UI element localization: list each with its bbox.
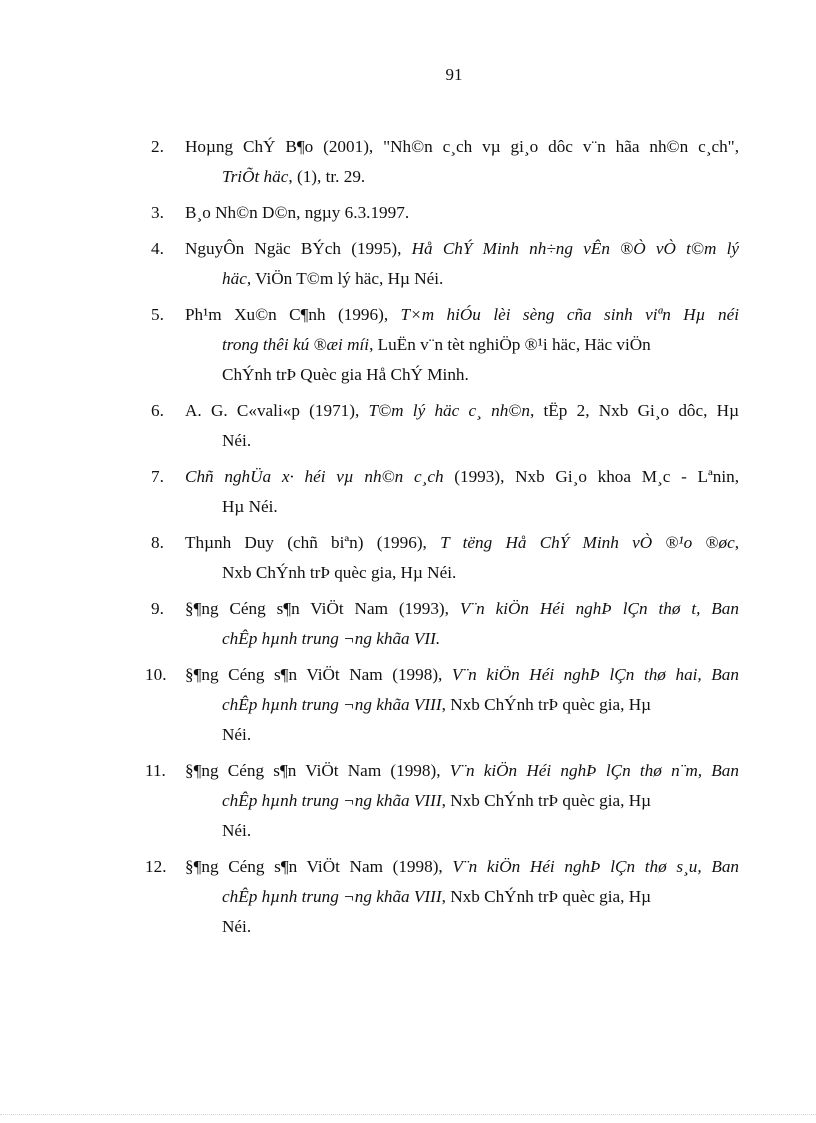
reference-title-text: chÊp hµnh trung ¬ng khãa VIII (222, 791, 442, 810)
reference-title-text: V¨n kiÖn Héi nghÞ lÇn thø t, Ban (459, 599, 739, 618)
reference-title-text: T×m hiÓu lèi sèng cña sinh viªn Hµ néi (400, 305, 739, 324)
reference-title-text: T tëng Hå ChÝ Minh vÒ ®¹o ®øc (440, 533, 735, 552)
reference-text: §¶ng Céng s¶n ViÖt Nam (1998), (185, 665, 452, 684)
reference-text: , (1), tr. 29. (288, 167, 366, 186)
reference-list (145, 132, 740, 948)
reference-item (151, 396, 739, 456)
reference-text: ChÝnh trÞ Quèc gia Hå ChÝ Minh. (222, 365, 469, 384)
reference-number: 11. (145, 761, 166, 780)
reference-title-text: T©m lý häc c¸ nh©n (368, 401, 530, 420)
reference-continuation (185, 624, 739, 654)
reference-title-text: V¨n kiÖn Héi nghÞ lÇn thø s¸u, Ban (452, 857, 740, 876)
reference-text: Hµ Néi. (222, 497, 278, 516)
page-bottom-divider (0, 1114, 816, 1115)
reference-title-text: chÊp hµnh trung ¬ng khãa VIII (222, 887, 442, 906)
reference-text: Nxb ChÝnh trÞ quèc gia, Hµ Néi. (222, 563, 457, 582)
reference-text: §¶ng Céng s¶n ViÖt Nam (1998), (185, 761, 450, 780)
page-number: 91 (445, 65, 463, 84)
reference-text: §¶ng Céng s¶n ViÖt Nam (1993), (185, 599, 460, 618)
reference-number: 5. (151, 305, 164, 324)
reference-item (151, 198, 739, 228)
reference-continuation (185, 786, 739, 846)
reference-first-line (185, 594, 739, 624)
reference-number: 8. (151, 533, 164, 552)
reference-number: 7. (151, 467, 164, 486)
reference-number: 4. (151, 239, 164, 258)
reference-first-line (185, 300, 739, 330)
reference-first-line (185, 528, 739, 558)
reference-text: , LuËn v¨n tèt nghiÖp ®¹i häc, Häc viÖn (369, 335, 651, 354)
reference-text: (1993), Nxb Gi¸o khoa M¸c - Lªnin, (443, 467, 740, 486)
reference-continuation (185, 330, 739, 390)
reference-item (151, 594, 739, 654)
reference-first-line (185, 198, 739, 228)
reference-continuation (185, 558, 739, 588)
reference-continuation (185, 492, 739, 522)
reference-text: , Nxb ChÝnh trÞ quèc gia, Hµ (441, 695, 652, 714)
reference-number: 3. (151, 203, 164, 222)
reference-text: Hoµng ChÝ B¶o (2001), "Nh©n c¸ch vµ gi¸o dôc v¨n hãa nh©n c¸ch", (185, 137, 739, 156)
reference-continuation (185, 690, 739, 750)
reference-title-text: trong thêi kú ®æi míi (222, 335, 370, 354)
reference-text: Néi. (222, 821, 252, 840)
reference-first-line (185, 132, 739, 162)
reference-text: , ViÖn T©m lý häc, Hµ Néi. (246, 269, 444, 288)
reference-continuation (185, 882, 739, 942)
reference-text: , Nxb ChÝnh trÞ quèc gia, Hµ (441, 887, 652, 906)
reference-continuation (185, 264, 739, 294)
reference-title-text: V¨n kiÖn Héi nghÞ lÇn thø hai, Ban (451, 665, 739, 684)
reference-text: Ph¹m Xu©n C¶nh (1996), (185, 305, 401, 324)
reference-item (151, 132, 739, 192)
reference-item (151, 234, 739, 294)
reference-item (151, 528, 739, 588)
reference-text: NguyÔn Ngäc BÝch (1995), (185, 239, 412, 258)
reference-number: 2. (151, 137, 164, 156)
reference-text: , (734, 533, 739, 552)
reference-number: 10. (145, 665, 167, 684)
reference-continuation (185, 426, 739, 456)
reference-text: Thµnh Duy (chñ biªn) (1996), (185, 533, 441, 552)
reference-first-line (185, 234, 739, 264)
reference-text: Néi. (222, 431, 252, 450)
reference-first-line (185, 852, 739, 882)
reference-item (151, 462, 739, 522)
reference-title-text: Chñ nghÜa x· héi vµ nh©n c¸ch (185, 467, 444, 486)
reference-title-text: Hå ChÝ Minh nh÷ng vÊn ®Ò vÒ t©m lý (411, 239, 739, 258)
reference-item (145, 852, 740, 942)
reference-continuation (185, 162, 739, 192)
reference-text: A. G. C«vali«p (1971), (185, 401, 369, 420)
reference-number: 9. (151, 599, 164, 618)
reference-item (145, 756, 739, 846)
reference-first-line (185, 756, 739, 786)
reference-title-text: V¨n kiÖn Héi nghÞ lÇn thø n¨m, Ban (449, 761, 739, 780)
reference-text: Néi. (222, 725, 252, 744)
reference-item (151, 300, 739, 390)
reference-first-line (185, 462, 739, 492)
reference-text: §¶ng Céng s¶n ViÖt Nam (1998), (185, 857, 453, 876)
reference-title-text: TriÕt häc (222, 167, 289, 186)
reference-first-line (185, 396, 739, 426)
reference-number: 12. (145, 857, 167, 876)
reference-title-text: chÊp hµnh trung ¬ng khãa VII. (222, 629, 441, 648)
reference-text: , Nxb ChÝnh trÞ quèc gia, Hµ (441, 791, 652, 810)
reference-title-text: häc (222, 269, 247, 288)
reference-number: 6. (151, 401, 164, 420)
reference-text: B¸o Nh©n D©n, ngµy 6.3.1997. (185, 203, 410, 222)
reference-text: , tËp 2, Nxb Gi¸o dôc, Hµ (529, 401, 739, 420)
reference-item (145, 660, 739, 750)
reference-first-line (185, 660, 739, 690)
reference-text: Néi. (222, 917, 252, 936)
reference-title-text: chÊp hµnh trung ¬ng khãa VIII (222, 695, 442, 714)
